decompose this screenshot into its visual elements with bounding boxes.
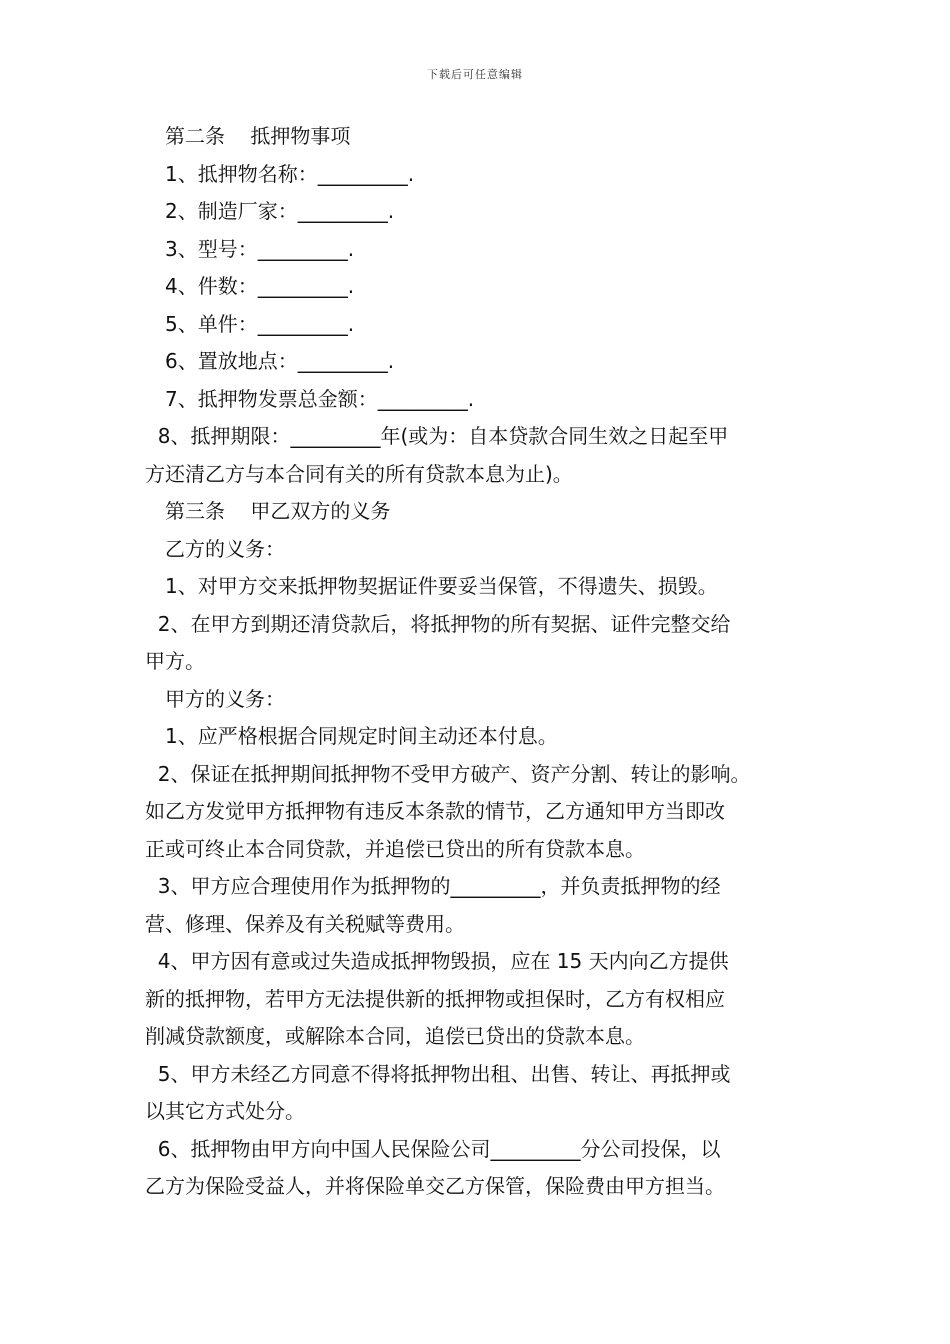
document-body bbox=[145, 118, 825, 1206]
party-a-duty-2: 2、保证在抵押期间抵押物不受甲方破产、资产分割、转让的影响。 如乙方发觉甲方抵押物有违反本条款的情节，乙方通知甲方当即改 正或可终止本合同贷款，并追偿已贷出的所有贷款本息。 bbox=[145, 761, 751, 861]
party-a-duty-3: 3、甲方应合理使用作为抵押物的_________，并负责抵押物的经 营、修理、保养及有关税赋等费用。 bbox=[145, 874, 721, 936]
article-3-heading: 第三条 甲乙双方的义务 bbox=[165, 499, 391, 523]
item-model: 3、型号：_________. bbox=[165, 236, 355, 261]
party-a-duty-4: 4、甲方因有意或过失造成抵押物毁损，应在 15 天内向乙方提供 新的抵押物，若甲方无法提供新的抵押物或担保时，乙方有权相应 削减贷款额度，或解除本合同，追偿已贷出的贷款本息。 bbox=[145, 949, 729, 1048]
party-a-duty-1: 1、应严格根据合同规定时间主动还本付息。 bbox=[165, 724, 558, 748]
party-a-duty-6: 6、抵押物由甲方向中国人民保险公司_________分公司投保，以 乙方为保险受益人，并将保险单交乙方保管，保险费由甲方担当。 bbox=[145, 1136, 725, 1198]
party-a-duty-5: 5、甲方未经乙方同意不得将抵押物出租、出售、转让、再抵押或 以其它方式处分。 bbox=[145, 1061, 731, 1123]
page-header: 下载后可任意编辑 bbox=[427, 68, 523, 81]
article-2-heading: 第二条 抵押物事项 bbox=[165, 124, 351, 148]
party-a-duties-heading: 甲方的义务： bbox=[165, 686, 285, 711]
item-location: 6、置放地点：_________. bbox=[165, 349, 395, 373]
party-b-duty-1: 1、对甲方交来抵押物契据证件要妥当保管，不得遗失、损毁。 bbox=[165, 574, 718, 598]
item-invoice-amount: 7、抵押物发票总金额：_________. bbox=[165, 386, 475, 411]
item-collateral-name: 1、抵押物名称：_________. bbox=[165, 161, 415, 186]
item-term: 8、抵押期限：_________年(或为：自本贷款合同生效之日起至甲 方还清乙方与本合同有关的所有贷款本息为止)。 bbox=[145, 424, 729, 486]
item-unit: 5、单件：_________. bbox=[165, 311, 355, 336]
party-b-duties-heading: 乙方的义务： bbox=[165, 536, 285, 561]
item-quantity: 4、件数：_________. bbox=[165, 274, 355, 298]
item-manufacturer: 2、制造厂家：_________. bbox=[165, 199, 395, 223]
party-b-duty-2: 2、在甲方到期还清贷款后，将抵押物的所有契据、证件完整交给 甲方。 bbox=[145, 611, 731, 673]
